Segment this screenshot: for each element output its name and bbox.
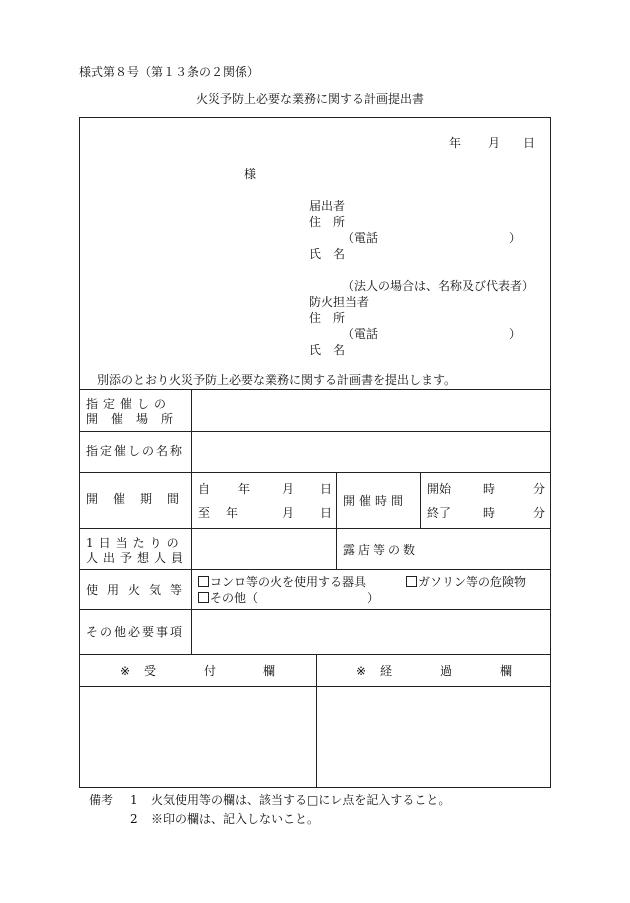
progress-char-3: 欄: [500, 664, 513, 678]
fire-option-gasoline: [406, 576, 526, 588]
attendance-label-line2: 人出予想人員: [86, 551, 189, 565]
applicant-label: 届出者: [309, 199, 346, 213]
other-items-label: その他必要事項: [86, 625, 185, 639]
date-month: 月: [488, 136, 501, 150]
time-start-hour: 時: [483, 482, 496, 496]
time-label: 開催時間: [343, 494, 408, 508]
reception-char-2: 付: [204, 664, 217, 678]
fire-option-other-close: ）: [367, 591, 380, 605]
form-number: 様式第８号（第１３条の２関係）: [79, 65, 260, 79]
time-end-hour: 時: [483, 506, 496, 520]
time-start-minute: 分: [533, 482, 546, 496]
stalls-label: 露店等の数: [343, 543, 419, 557]
note1-text: 火気使用等の欄は、該当する□にレ点を記入すること。: [151, 793, 451, 807]
applicant-name-label: 氏 名: [309, 247, 346, 261]
progress-char-2: 過: [440, 664, 453, 678]
time-start: 開始: [427, 482, 452, 496]
fire-officer-label: 防火担当者: [309, 295, 370, 309]
gasoline-option-label: ガソリン等の危険物: [418, 575, 527, 589]
fire-officer-name-label: 氏 名: [309, 343, 346, 357]
other-checkbox[interactable]: [198, 592, 209, 603]
progress-mark: ※: [356, 664, 367, 678]
period-from-day: 日: [320, 482, 333, 496]
time-end-minute: 分: [533, 506, 546, 520]
fire-use-label: 使用火気等: [86, 583, 192, 597]
period-to-day: 日: [320, 506, 333, 520]
reception-char-3: 欄: [263, 664, 276, 678]
progress-char-1: 経: [380, 664, 393, 678]
reception-mark: ※: [120, 664, 131, 678]
application-form: [79, 117, 551, 788]
period-to-year: 年: [226, 506, 239, 520]
submission-statement: 別添のとおり火災予防上必要な業務に関する計画書を提出します。: [97, 373, 457, 387]
fire-officer-phone-close: ）: [509, 327, 522, 341]
applicant-address-label: 住 所: [309, 215, 346, 229]
reception-char-1: 受: [144, 664, 157, 678]
venue-label-line2: 開催場所: [86, 412, 187, 426]
period-to: 至: [198, 506, 211, 520]
period-from: 自: [198, 482, 211, 496]
fire-officer-address-label: 住 所: [309, 311, 346, 325]
stove-option-label: コンロ等の火を使用する器具: [210, 575, 367, 589]
date-year: 年: [449, 136, 462, 150]
period-from-year: 年: [238, 482, 251, 496]
gasoline-checkbox[interactable]: [406, 576, 417, 587]
applicant-phone-close: ）: [509, 231, 522, 245]
other-option-label: その他（: [210, 591, 259, 605]
form-title: 火災予防上必要な業務に関する計画提出書: [196, 92, 425, 106]
venue-label-line1: 指定催しの: [86, 397, 172, 411]
time-end: 終了: [427, 506, 452, 520]
fire-option-other: [198, 592, 258, 604]
fire-option-stove: [198, 576, 366, 588]
period-label: 開催期間: [86, 492, 195, 506]
applicant-phone-label: （電話: [342, 231, 379, 245]
addressee-suffix: 様: [244, 167, 257, 181]
note2-text: ※印の欄は、記入しないこと。: [151, 812, 320, 826]
period-to-month: 月: [282, 506, 295, 520]
corporate-note: （法人の場合は、名称及び代表者）: [342, 279, 535, 293]
note2-number: 2: [130, 812, 138, 826]
note1-number: 1: [130, 793, 138, 807]
attendance-label-line1: 1日当たりの: [86, 536, 184, 550]
period-from-month: 月: [282, 482, 295, 496]
notes-label: 備考: [89, 793, 114, 807]
date-day: 日: [523, 136, 536, 150]
stove-checkbox[interactable]: [198, 576, 209, 587]
fire-officer-phone-label: （電話: [342, 327, 379, 341]
event-name-label: 指定催しの名称: [86, 444, 185, 458]
